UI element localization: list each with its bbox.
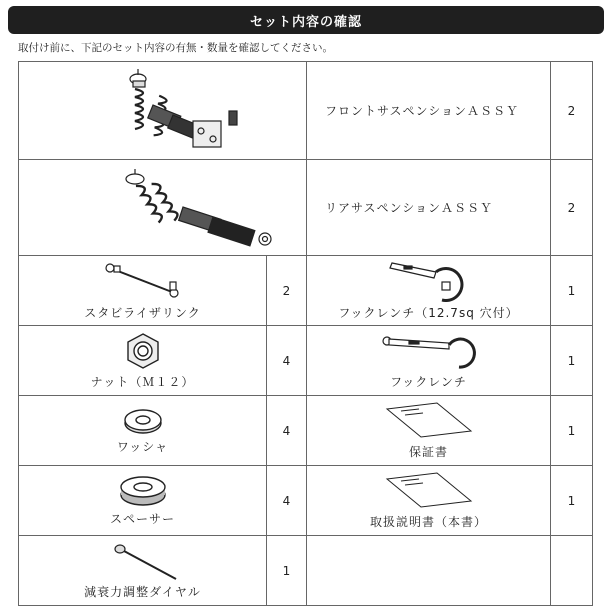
front-suspension-image-cell [19, 62, 307, 160]
stabilizer-link-cell [19, 256, 267, 326]
rear-suspension-name: リアサスペンションＡＳＳＹ [307, 160, 551, 256]
rear-suspension-image-cell [19, 160, 307, 256]
warranty-qty: 1 [551, 396, 593, 466]
hook-wrench-hole-illustration [384, 260, 474, 302]
warranty-document-icon [379, 401, 479, 441]
table-row [19, 160, 593, 256]
hook-wrench-hole-name: フックレンチ（12.7sq 穴付） [338, 306, 519, 320]
contents-table [18, 61, 593, 606]
table-row [19, 466, 593, 536]
stabilizer-link-illustration [98, 260, 188, 302]
table-row [19, 62, 593, 160]
washer-name: ワッシャ [116, 440, 169, 454]
hook-wrench-name: フックレンチ [390, 375, 467, 389]
spacer-qty: 4 [267, 466, 307, 536]
nut-name: ナット（Ｍ１２） [90, 375, 195, 389]
nut-illustration [123, 331, 163, 371]
washer-cell [19, 396, 267, 466]
stabilizer-link-qty: 2 [267, 256, 307, 326]
nut-cell [19, 326, 267, 396]
warranty-cell [307, 396, 551, 466]
washer-illustration [118, 406, 168, 436]
nut-qty: 4 [267, 326, 307, 396]
table-row [19, 256, 593, 326]
spacer-illustration [115, 474, 171, 508]
damping-dial-cell [19, 536, 267, 606]
front-suspension-qty: 2 [551, 62, 593, 160]
spacer-name: スペーサー [109, 512, 175, 526]
manual-qty: 1 [551, 466, 593, 536]
spacer-cell [19, 466, 267, 536]
damping-dial-qty: 1 [267, 536, 307, 606]
hook-wrench-qty: 1 [551, 326, 593, 396]
manual-name: 取扱説明書（本書） [369, 515, 487, 529]
hook-wrench-illustration [379, 331, 479, 371]
damping-dial-illustration [98, 541, 188, 581]
table-row [19, 326, 593, 396]
stabilizer-link-name: スタビライザリンク [84, 306, 201, 320]
empty-qty-cell [551, 536, 593, 606]
warranty-name: 保証書 [408, 445, 448, 459]
manual-cell [307, 466, 551, 536]
washer-qty: 4 [267, 396, 307, 466]
hook-wrench-cell [307, 326, 551, 396]
hook-wrench-hole-cell [307, 256, 551, 326]
rear-suspension-qty: 2 [551, 160, 593, 256]
empty-cell [307, 536, 551, 606]
hook-wrench-hole-qty: 1 [551, 256, 593, 326]
instruction-text: 取付け前に、下記のセット内容の有無・数量を確認してください。 [18, 42, 333, 54]
table-row [19, 396, 593, 466]
front-suspension-name: フロントサスペンションＡＳＳＹ [307, 62, 551, 160]
front-suspension-illustration [43, 65, 283, 157]
section-title: セット内容の確認 [8, 6, 604, 34]
rear-suspension-illustration [43, 163, 283, 253]
table-row [19, 536, 593, 606]
manual-document-icon [379, 471, 479, 511]
damping-dial-name: 減衰力調整ダイヤル [84, 585, 201, 599]
